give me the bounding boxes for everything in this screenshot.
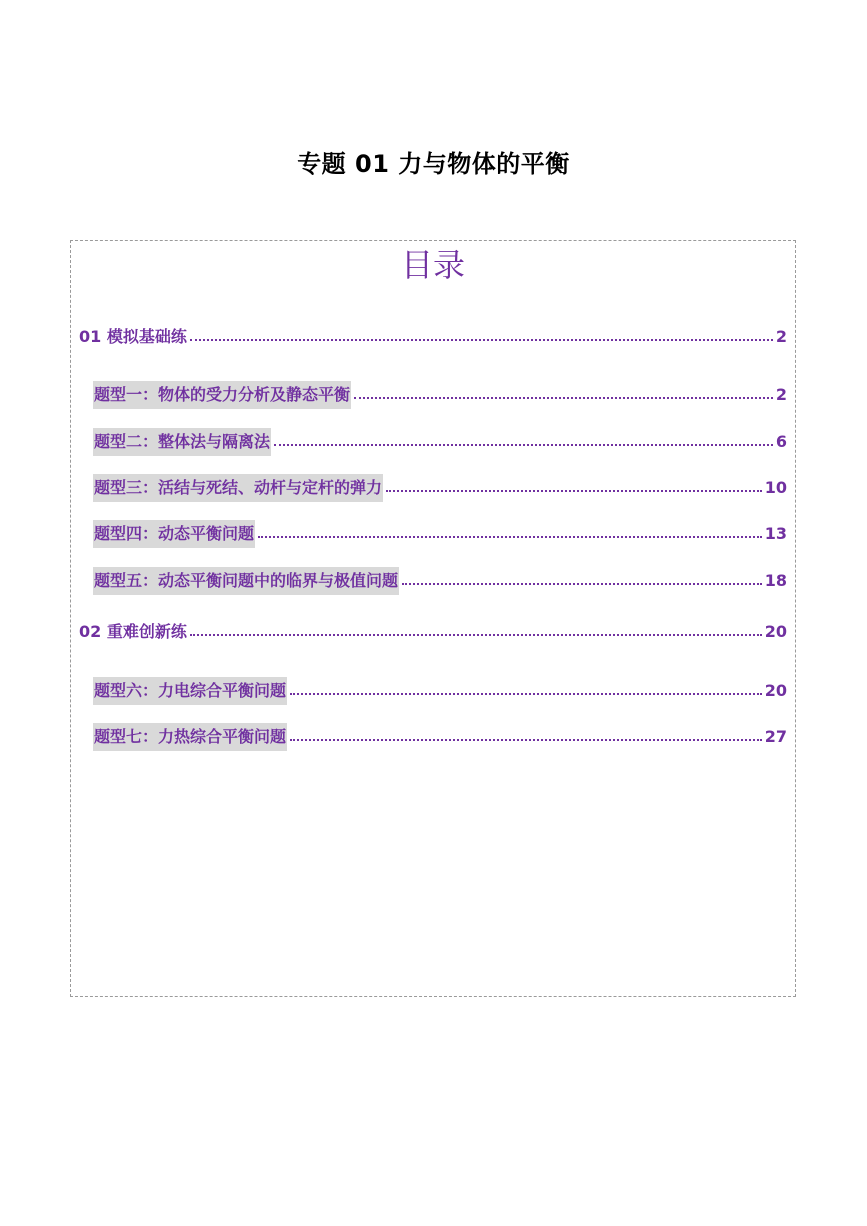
toc-entry-page: 6 [775, 432, 787, 451]
toc-entry-type-3[interactable] [93, 474, 787, 496]
toc-entry-label: 题型六：力电综合平衡问题 [93, 677, 287, 705]
toc-entry-label: 01 模拟基础练 [79, 327, 187, 346]
dot-leader [190, 620, 762, 636]
toc-entry-label: 题型五：动态平衡问题中的临界与极值问题 [93, 567, 399, 595]
document-title: 专题 01 力与物体的平衡 [297, 150, 570, 178]
toc-entry-type-1[interactable] [93, 381, 787, 403]
toc-entry-label: 题型七：力热综合平衡问题 [93, 723, 287, 751]
toc-entry-label: 题型三：活结与死结、动杆与定杆的弹力 [93, 474, 383, 502]
dot-leader [274, 430, 773, 446]
dot-leader [258, 522, 762, 538]
toc-entry-label: 题型四：动态平衡问题 [93, 520, 255, 548]
toc-entry-section-01[interactable] [79, 326, 787, 348]
toc-entry-page: 2 [775, 327, 787, 346]
toc-entry-type-6[interactable] [93, 677, 787, 699]
toc-entry-type-4[interactable] [93, 520, 787, 542]
toc-entry-label: 题型一：物体的受力分析及静态平衡 [93, 381, 351, 409]
toc-entry-page: 20 [764, 622, 787, 641]
toc-heading: 目录 [400, 246, 465, 284]
table-of-contents [70, 240, 796, 997]
toc-entry-label: 02 重难创新练 [79, 622, 187, 641]
toc-entry-page: 2 [775, 385, 787, 404]
dot-leader [290, 725, 762, 741]
toc-entry-label: 题型二：整体法与隔离法 [93, 428, 271, 456]
dot-leader [386, 476, 762, 492]
dot-leader [290, 679, 762, 695]
toc-entry-page: 20 [764, 681, 787, 700]
toc-entry-page: 13 [764, 524, 787, 543]
toc-entry-page: 18 [764, 571, 787, 590]
toc-entry-section-02[interactable] [79, 621, 787, 643]
toc-entry-page: 10 [764, 478, 787, 497]
dot-leader [402, 569, 762, 585]
dot-leader [354, 383, 773, 399]
toc-entry-type-5[interactable] [93, 567, 787, 589]
toc-entry-type-7[interactable] [93, 723, 787, 745]
toc-entry-type-2[interactable] [93, 428, 787, 450]
dot-leader [190, 325, 773, 341]
toc-entry-page: 27 [764, 727, 787, 746]
